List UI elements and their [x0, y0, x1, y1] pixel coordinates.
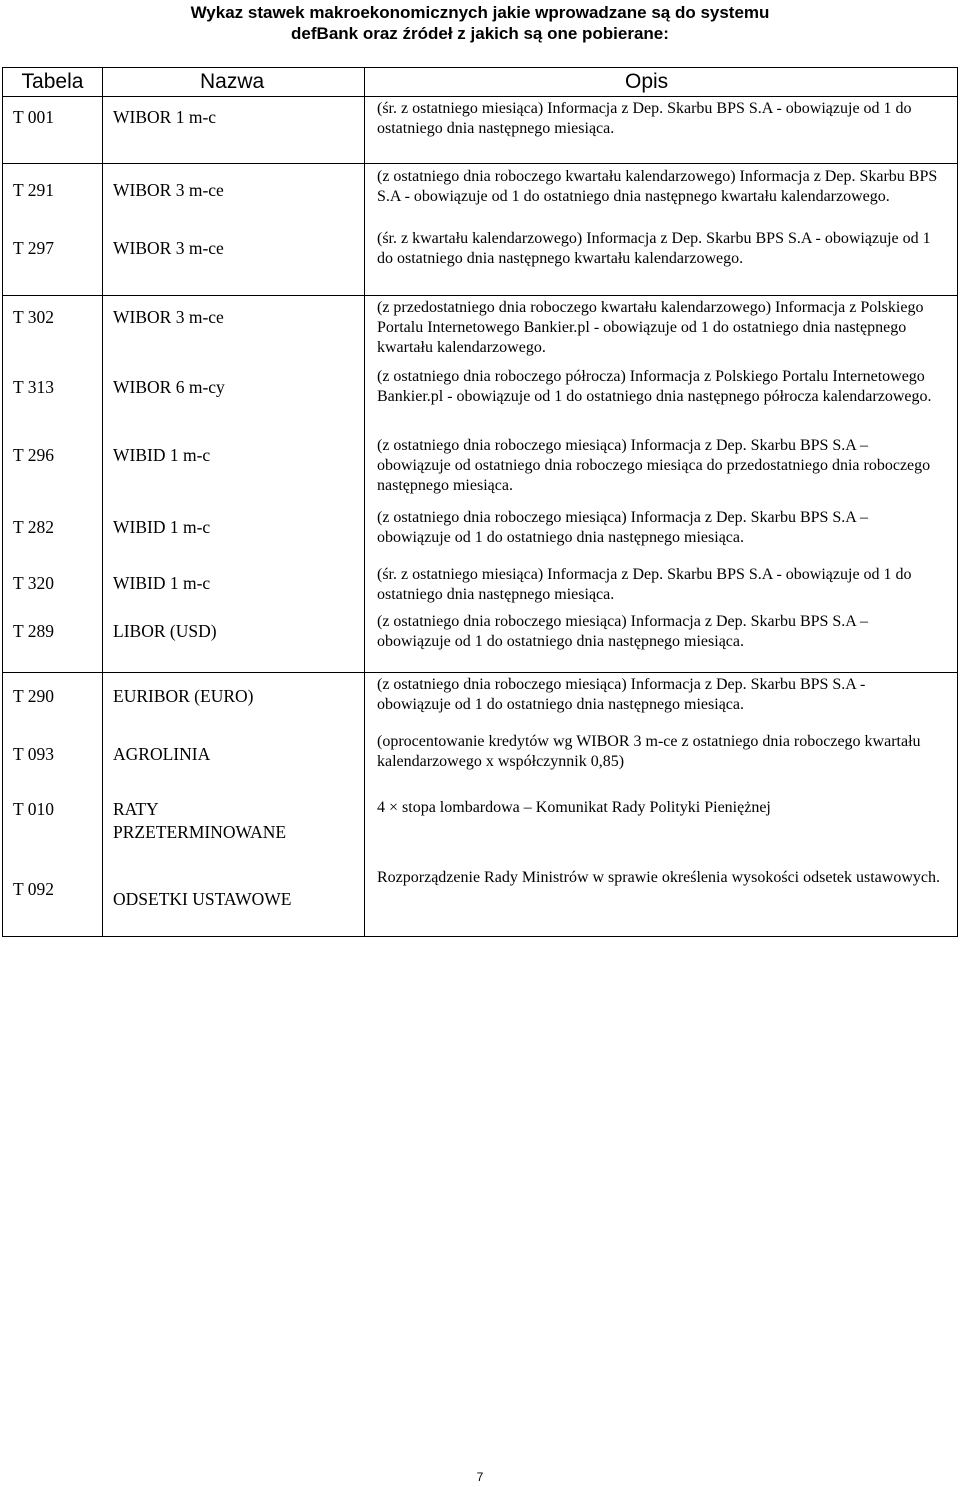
- table-row: [3, 506, 958, 562]
- row-name: AGROLINIA: [103, 730, 365, 796]
- table-header-row: [3, 68, 958, 97]
- row-code: T 289: [3, 610, 103, 660]
- row-code: T 320: [3, 562, 103, 610]
- table-row: [3, 97, 958, 140]
- table-row: [3, 295, 958, 365]
- row-description: (śr. z kwartału kalendarzowego) Informacja z Dep. Skarbu BPS S.A - obowiązuje od 1 do ostatniego dnia następnego kwartału kalendarzowego.: [365, 227, 958, 279]
- row-description: (śr. z ostatniego miesiąca) Informacja z Dep. Skarbu BPS S.A - obowiązuje od 1 do ostatniego dnia następnego miesiąca.: [365, 97, 958, 140]
- row-description: (z ostatniego dnia roboczego miesiąca) Informacja z Dep. Skarbu BPS S.A – obowiązuje od ostatniego dnia roboczego miesiąca do przedostatniego dnia roboczego następnego miesiąca.: [365, 434, 958, 506]
- row-name: RATY PRZETERMINOWANE: [103, 796, 365, 866]
- column-header-opis: Opis: [365, 68, 958, 97]
- row-code: T 297: [3, 227, 103, 279]
- row-name: WIBID 1 m-c: [103, 562, 365, 610]
- table-row: [3, 227, 958, 279]
- page-number: 7: [476, 1470, 484, 1484]
- table-row: [3, 434, 958, 506]
- row-name: WIBID 1 m-c: [103, 506, 365, 562]
- page-title: [0, 2, 960, 44]
- table-row: [3, 866, 958, 936]
- column-header-nazwa: Nazwa: [103, 68, 365, 97]
- row-code: T 291: [3, 163, 103, 227]
- row-description: (z ostatniego dnia roboczego miesiąca) Informacja z Dep. Skarbu BPS S.A – obowiązuje od 1 do ostatniego dnia następnego miesiąca.: [365, 506, 958, 562]
- row-description: (z przedostatniego dnia roboczego kwartału kalendarzowego) Informacja z Polskiego Portalu Internetowego Bankier.pl - obowiązuje od 1 do ostatniego dnia następnego kwartału kalendarzowego.: [365, 295, 958, 365]
- row-code: T 296: [3, 434, 103, 506]
- row-name: EURIBOR (EURO): [103, 672, 365, 730]
- row-description: (śr. z ostatniego miesiąca) Informacja z Dep. Skarbu BPS S.A - obowiązuje od 1 do ostatniego dnia następnego miesiąca.: [365, 562, 958, 610]
- row-name: WIBOR 6 m-cy: [103, 365, 365, 434]
- row-description: (z ostatniego dnia roboczego kwartału kalendarzowego) Informacja z Dep. Skarbu BPS S.A - obowiązuje od 1 do ostatniego dnia następnego kwartału kalendarzowego.: [365, 163, 958, 227]
- row-name: LIBOR (USD): [103, 610, 365, 660]
- row-name: WIBID 1 m-c: [103, 434, 365, 506]
- table-row: [3, 672, 958, 730]
- table-row: [3, 365, 958, 434]
- page-title-line-2: defBank oraz źródeł z jakich są one pobierane:: [291, 24, 669, 43]
- row-name: WIBOR 1 m-c: [103, 97, 365, 140]
- row-description: (z ostatniego dnia roboczego miesiąca) Informacja z Dep. Skarbu BPS S.A - obowiązuje od 1 do ostatniego dnia następnego miesiąca.: [365, 672, 958, 730]
- row-code: T 010: [3, 796, 103, 866]
- row-description: (z ostatniego dnia roboczego miesiąca) Informacja z Dep. Skarbu BPS S.A – obowiązuje od 1 do ostatniego dnia następnego miesiąca.: [365, 610, 958, 660]
- row-code: T 093: [3, 730, 103, 796]
- row-code: T 302: [3, 295, 103, 365]
- row-code: T 282: [3, 506, 103, 562]
- table-row: [3, 796, 958, 866]
- row-name: WIBOR 3 m-ce: [103, 227, 365, 279]
- row-description: Rozporządzenie Rady Ministrów w sprawie określenia wysokości odsetek ustawowych.: [365, 866, 958, 936]
- row-name: WIBOR 3 m-ce: [103, 295, 365, 365]
- table-row: [3, 730, 958, 796]
- row-code: T 001: [3, 97, 103, 140]
- row-name: ODSETKI USTAWOWE: [103, 866, 365, 936]
- row-description: (oprocentowanie kredytów wg WIBOR 3 m-ce z ostatniego dnia roboczego kwartału kalendarzowego x współczynnik 0,85): [365, 730, 958, 796]
- row-code: T 313: [3, 365, 103, 434]
- row-code: T 290: [3, 672, 103, 730]
- row-code: T 092: [3, 866, 103, 936]
- table-row: [3, 163, 958, 227]
- row-description: (z ostatniego dnia roboczego półrocza) Informacja z Polskiego Portalu Internetowego Bankier.pl - obowiązuje od 1 do ostatniego dnia następnego półrocza kalendarzowego.: [365, 365, 958, 434]
- page-title-line-1: Wykaz stawek makroekonomicznych jakie wprowadzane są do systemu: [190, 3, 770, 22]
- row-description: 4 × stopa lombardowa – Komunikat Rady Polityki Pieniężnej: [365, 796, 958, 866]
- table-row: [3, 562, 958, 610]
- table-row: [3, 610, 958, 660]
- rates-table: [2, 67, 958, 937]
- row-name: WIBOR 3 m-ce: [103, 163, 365, 227]
- column-header-tabela: Tabela: [3, 68, 103, 97]
